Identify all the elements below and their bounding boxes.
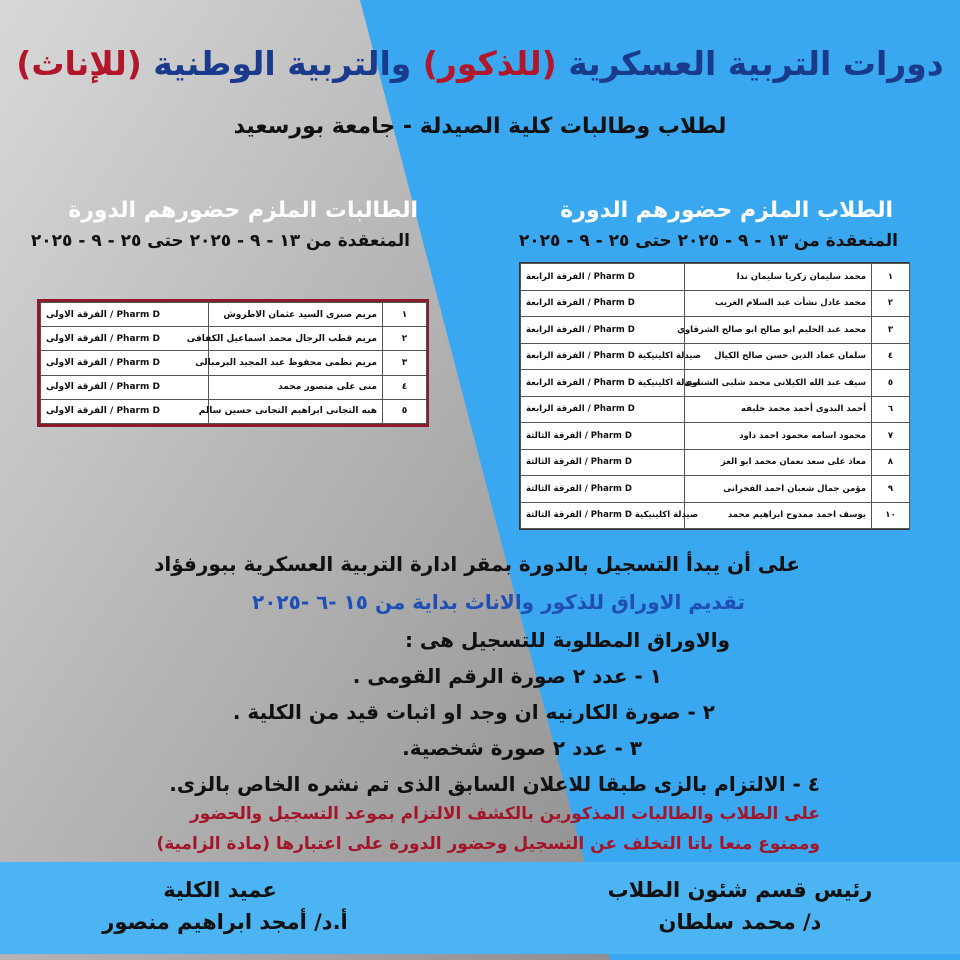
student-level: الفرقة الرابعة / Pharm D: [521, 317, 685, 344]
student-name: منى على منصور محمد: [209, 375, 383, 399]
requirement-item-4: ٤ - الالتزام بالزى طبقا للاعلان السابق الذى تم نشره الخاص بالزى.: [169, 772, 820, 796]
row-number: ٤: [872, 343, 910, 370]
row-number: ٧: [872, 423, 910, 450]
table-row: [521, 264, 910, 291]
row-number: ٤: [383, 375, 427, 399]
signature-footer: [0, 862, 960, 954]
student-name: مريم صبرى السيد عثمان الاطروش: [209, 303, 383, 327]
page-title: دورات التربية العسكرية (للذكور) والتربية الوطنية (للإناث): [16, 44, 944, 83]
required-papers-intro: والاوراق المطلوبة للتسجيل هى :: [404, 628, 730, 652]
page-subtitle: لطلاب وطالبات كلية الصيدلة - جامعة بورسعيد: [233, 114, 727, 139]
row-number: ٦: [872, 396, 910, 423]
boys-roster-table: [519, 262, 910, 530]
student-name: مريم قطب الرجال محمد اسماعيل الكفافى: [209, 327, 383, 351]
student-level: الفرقة الثالثة / Pharm D: [521, 449, 685, 476]
student-name: سيف عبد الله الكيلانى محمد شلبى الشناوى: [685, 370, 872, 397]
dean-title: عميد الكلية: [163, 878, 277, 902]
warning-line-1: على الطلاب والطالبات المذكورين بالكشف الالتزام بموعد التسجيل والحضور: [190, 804, 820, 824]
dean-name: أ.د/ أمجد ابراهيم منصور: [102, 910, 348, 934]
student-name: مؤمن جمال شعبان احمد الفخرانى: [685, 476, 872, 503]
student-level: الفرقة الثالثة / Pharm D صيدلة اكلينيكية: [521, 502, 685, 529]
table-row: [521, 396, 910, 423]
table-row: [521, 449, 910, 476]
student-name: محمود اسامه محمود احمد داود: [685, 423, 872, 450]
row-number: ١: [383, 303, 427, 327]
student-level: الفرقة الثالثة / Pharm D: [521, 423, 685, 450]
table-row: [521, 290, 910, 317]
boys-dates: المنعقدة من ١٣ - ٩ - ٢٠٢٥ حتى ٢٥ - ٩ - ٢٠٢٥: [518, 231, 898, 251]
table-row: [41, 351, 427, 375]
requirement-item-3: ٣ - عدد ٢ صورة شخصية.: [402, 736, 642, 760]
row-number: ٢: [872, 290, 910, 317]
registration-line: على أن يبدأ التسجيل بالدورة بمقر ادارة التربية العسكرية ببورفؤاد: [154, 552, 800, 576]
row-number: ٨: [872, 449, 910, 476]
table-row: [521, 502, 910, 529]
student-level: الفرقة الاولى / Pharm D: [41, 399, 209, 423]
student-name: مريم نظمى محفوظ عبد المجيد البرمبالى: [209, 351, 383, 375]
table-row: [41, 375, 427, 399]
student-level: الفرقة الثالثة / Pharm D: [521, 476, 685, 503]
table-row: [521, 343, 910, 370]
warning-line-2: وممنوع منعا باتا التخلف عن التسجيل وحضور الدورة على اعتبارها (مادة الزامية): [156, 834, 820, 854]
table-row: [521, 317, 910, 344]
student-affairs-title: رئيس قسم شئون الطلاب: [607, 878, 873, 902]
student-level: الفرقة الاولى / Pharm D: [41, 303, 209, 327]
student-level: الفرقة الرابعة / Pharm D: [521, 396, 685, 423]
row-number: ٣: [872, 317, 910, 344]
row-number: ٣: [383, 351, 427, 375]
student-name: محمد عبد الحليم ابو صالح ابو صالح الشرقاوي: [685, 317, 872, 344]
girls-roster-table: [37, 299, 429, 427]
requirement-item-1: ١ - عدد ٢ صورة الرقم القومى .: [352, 664, 662, 688]
table-row: [41, 303, 427, 327]
student-name: محمد سليمان زكريا سليمان ندا: [685, 264, 872, 291]
requirement-item-2: ٢ - صورة الكارنيه ان وجد او اثبات قيد من الكلية .: [232, 700, 715, 724]
student-level: الفرقة الاولى / Pharm D: [41, 351, 209, 375]
student-name: محمد عادل نشأت عبد السلام الغريب: [685, 290, 872, 317]
student-name: سلمان عماد الدين حسن صالح الكيال: [685, 343, 872, 370]
table-row: [521, 370, 910, 397]
student-name: معاذ على سعد نعمان محمد ابو العز: [685, 449, 872, 476]
row-number: ١٠: [872, 502, 910, 529]
student-name: أحمد البدوى أحمد محمد خليفه: [685, 396, 872, 423]
table-row: [521, 423, 910, 450]
student-name: هبه التجانى ابراهيم التجانى حسين سالم: [209, 399, 383, 423]
table-row: [41, 327, 427, 351]
table-row: [41, 399, 427, 423]
student-level: الفرقة الرابعة / Pharm D صيدلة اكلينيكية: [521, 370, 685, 397]
row-number: ٥: [872, 370, 910, 397]
row-number: ١: [872, 264, 910, 291]
student-level: الفرقة الرابعة / Pharm D صيدلة اكلينيكية: [521, 343, 685, 370]
boys-heading: الطلاب الملزم حضورهم الدورة: [560, 198, 893, 223]
papers-date-line: تقديم الاوراق للذكور والاناث بداية من ١٥ -٦ -٢٠٢٥: [251, 590, 745, 614]
student-affairs-name: د/ محمد سلطان: [658, 910, 822, 934]
student-level: الفرقة الرابعة / Pharm D: [521, 290, 685, 317]
student-name: يوسف احمد ممدوح ابراهيم محمد: [685, 502, 872, 529]
table-row: [521, 476, 910, 503]
student-level: الفرقة الرابعة / Pharm D: [521, 264, 685, 291]
student-level: الفرقة الاولى / Pharm D: [41, 327, 209, 351]
girls-dates: المنعقدة من ١٣ - ٩ - ٢٠٢٥ حتى ٢٥ - ٩ - ٢٠٢٥: [30, 231, 410, 251]
row-number: ٢: [383, 327, 427, 351]
row-number: ٩: [872, 476, 910, 503]
girls-heading: الطالبات الملزم حضورهم الدورة: [68, 198, 418, 223]
row-number: ٥: [383, 399, 427, 423]
student-level: الفرقة الاولى / Pharm D: [41, 375, 209, 399]
